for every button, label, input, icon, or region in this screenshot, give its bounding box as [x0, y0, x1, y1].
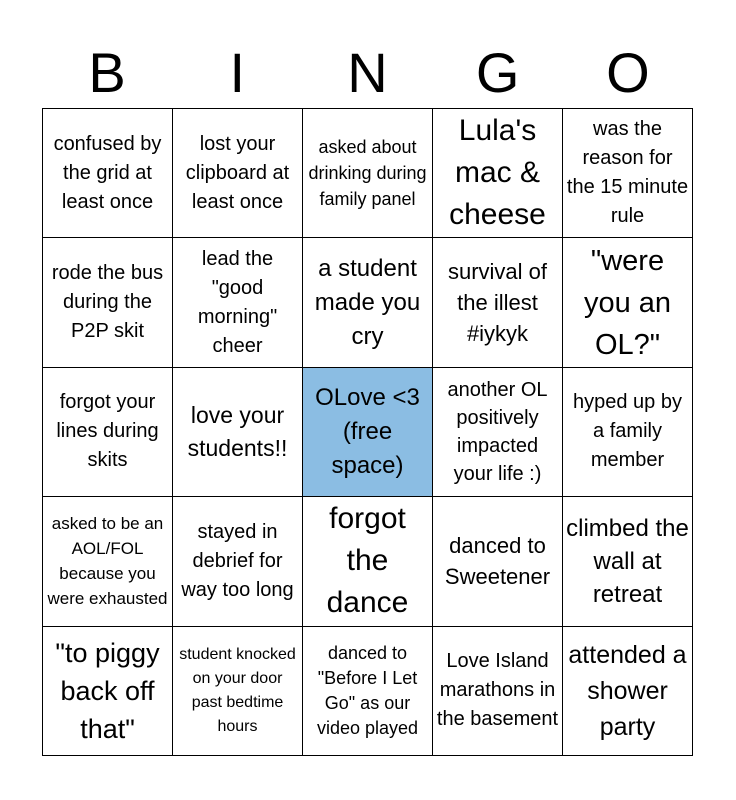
bingo-grid — [42, 108, 693, 756]
bingo-cell[interactable] — [43, 238, 173, 367]
cell-text: "were you an OL?" — [583, 244, 672, 361]
cell-text: student knocked on your door past bedtime hours — [179, 645, 296, 735]
cell-text: confused by the grid at least once — [53, 132, 162, 213]
cell-text: OLove <3 (free space) — [315, 383, 420, 479]
cell-text: "to piggy back off that" — [55, 637, 160, 744]
free-space-cell[interactable] — [303, 368, 433, 497]
bingo-cell[interactable] — [303, 627, 433, 756]
bingo-cell[interactable] — [173, 627, 303, 756]
cell-text: climbed the wall at retreat — [566, 514, 689, 608]
bingo-cell[interactable] — [173, 109, 303, 238]
cell-text: Love Island marathons in the basement — [436, 650, 559, 731]
bingo-header — [42, 40, 693, 106]
cell-text: stayed in debrief for way too long — [181, 520, 294, 601]
cell-text: love your students!! — [187, 401, 288, 461]
bingo-cell[interactable] — [173, 238, 303, 367]
cell-text: survival of the illest #iykyk — [447, 259, 548, 347]
header-letter-b: B — [88, 41, 126, 104]
cell-text: hyped up by a family member — [573, 391, 682, 472]
bingo-cell[interactable] — [433, 497, 563, 626]
bingo-cell[interactable] — [433, 627, 563, 756]
bingo-cell[interactable] — [433, 109, 563, 238]
header-letter-i: I — [229, 41, 246, 104]
header-letter-o: O — [606, 41, 650, 104]
bingo-cell[interactable] — [43, 627, 173, 756]
header-letter-g: G — [475, 41, 520, 104]
bingo-cell[interactable] — [43, 109, 173, 238]
cell-text: lead the "good morning" cheer — [197, 247, 278, 357]
bingo-cell[interactable] — [563, 109, 693, 238]
cell-text: forgot your lines during skits — [56, 391, 159, 472]
bingo-cell[interactable] — [433, 368, 563, 497]
bingo-cell[interactable] — [173, 497, 303, 626]
cell-text: danced to "Before I Let Go" as our video played — [316, 642, 419, 738]
bingo-cell[interactable] — [563, 238, 693, 367]
bingo-cell[interactable] — [43, 368, 173, 497]
cell-text: asked about drinking during family panel — [308, 137, 427, 210]
cell-text: forgot the dance — [326, 502, 409, 620]
cell-text: was the reason for the 15 minute rule — [566, 118, 689, 228]
bingo-cell[interactable] — [303, 497, 433, 626]
cell-text: attended a shower party — [568, 640, 687, 741]
cell-text: asked to be an AOL/FOL because you were exhausted — [47, 514, 168, 609]
cell-text: danced to Sweetener — [444, 533, 551, 590]
bingo-cell[interactable] — [173, 368, 303, 497]
bingo-cell[interactable] — [563, 368, 693, 497]
bingo-cell[interactable] — [303, 238, 433, 367]
cell-text: another OL positively impacted your life :) — [447, 378, 548, 485]
bingo-cell[interactable] — [433, 238, 563, 367]
bingo-cell[interactable] — [563, 627, 693, 756]
bingo-cell[interactable] — [563, 497, 693, 626]
cell-text: lost your clipboard at least once — [185, 132, 290, 213]
cell-text: rode the bus during the P2P skit — [51, 262, 164, 343]
bingo-cell[interactable] — [43, 497, 173, 626]
header-letter-n: N — [347, 41, 388, 104]
cell-text: a student made you cry — [314, 254, 421, 350]
cell-text: Lula's mac & cheese — [449, 114, 546, 232]
bingo-cell[interactable] — [303, 109, 433, 238]
